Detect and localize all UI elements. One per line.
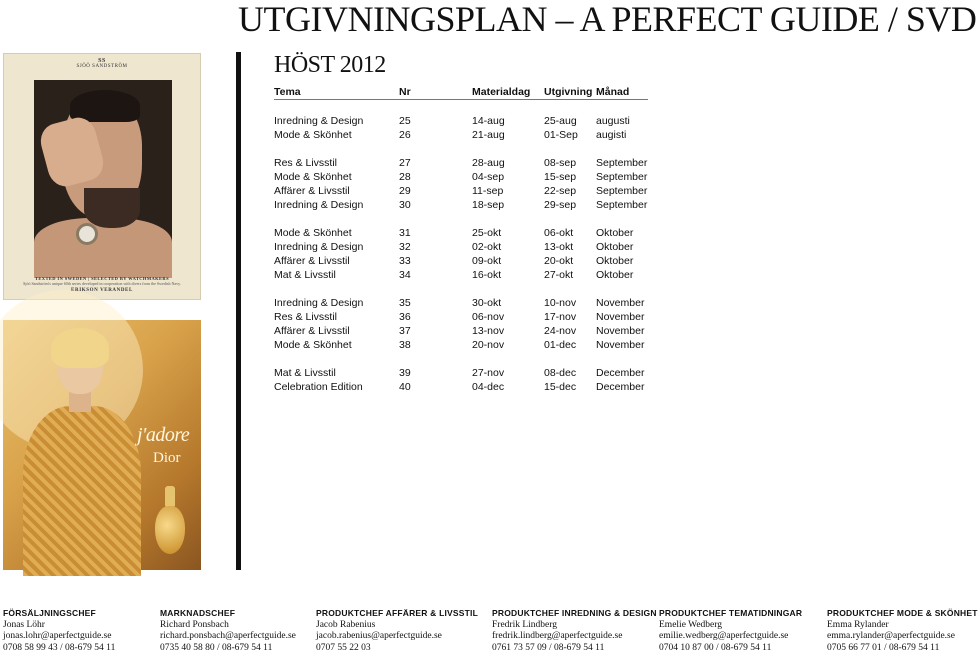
col-header-materialdag: Materialdag	[472, 86, 544, 100]
cell-nr: 40	[399, 380, 472, 394]
cell-utgivning: 22-sep	[544, 184, 596, 198]
cell-utgivning: 01-dec	[544, 338, 596, 352]
cell-materialdag: 25-okt	[472, 226, 544, 240]
cell-tema: Celebration Edition	[274, 380, 399, 394]
cell-tema: Res & Livsstil	[274, 156, 399, 170]
cell-materialdag: 21-aug	[472, 128, 544, 142]
cell-tema: Inredning & Design	[274, 296, 399, 310]
contact-name: Emelie Wedberg	[659, 620, 802, 632]
cell-manad: November	[596, 296, 648, 310]
perfume-brand: j'adore	[137, 424, 189, 447]
cell-nr: 26	[399, 128, 472, 142]
contact-email[interactable]: richard.ponsbach@aperfectguide.se	[160, 631, 296, 643]
table-row	[274, 338, 648, 352]
cell-materialdag: 20-nov	[472, 338, 544, 352]
cell-nr: 36	[399, 310, 472, 324]
col-header-tema: Tema	[274, 86, 399, 100]
contact-phone: 0735 40 58 80 / 08-679 54 11	[160, 643, 296, 654]
cell-tema: Inredning & Design	[274, 240, 399, 254]
cell-manad: augisti	[596, 128, 648, 142]
contact-name: Jonas Löhr	[3, 620, 115, 632]
cell-manad: September	[596, 170, 648, 184]
cell-manad: Oktober	[596, 240, 648, 254]
cell-manad: September	[596, 198, 648, 212]
perfume-bottle-icon	[155, 506, 185, 554]
contact-role: PRODUKTCHEF INREDNING & DESIGN	[492, 608, 657, 620]
schedule-table	[274, 86, 648, 394]
cell-nr: 31	[399, 226, 472, 240]
contact-phone: 0707 55 22 03	[316, 643, 478, 654]
contact-card	[492, 608, 657, 654]
cell-tema: Mat & Livsstil	[274, 268, 399, 282]
cell-utgivning: 06-okt	[544, 226, 596, 240]
contact-email[interactable]: jonas.lohr@aperfectguide.se	[3, 631, 115, 643]
vertical-divider	[236, 52, 241, 570]
schedule-header-row	[274, 86, 648, 100]
watch-ad-caption: TEXTED IN SWEDEN | SELECTED BY WATCHMAKERS Sjöö Sandström's unique 60th series developed in cooperation with divers from the Swedish Navy. ERIKSON VERANDEL	[18, 276, 186, 293]
contact-role: MARKNADSCHEF	[160, 608, 296, 620]
contact-role: FÖRSÄLJNINGSCHEF	[3, 608, 115, 620]
cell-manad: December	[596, 366, 648, 380]
cell-tema: Affärer & Livsstil	[274, 254, 399, 268]
contact-name: Richard Ponsbach	[160, 620, 296, 632]
cell-materialdag: 06-nov	[472, 310, 544, 324]
cell-utgivning: 25-aug	[544, 114, 596, 128]
contact-email[interactable]: emma.rylander@aperfectguide.se	[827, 631, 978, 643]
cell-materialdag: 30-okt	[472, 296, 544, 310]
cell-materialdag: 02-okt	[472, 240, 544, 254]
contact-card	[3, 608, 115, 654]
cell-manad: November	[596, 324, 648, 338]
cell-manad: Oktober	[596, 254, 648, 268]
cell-tema: Mat & Livsstil	[274, 366, 399, 380]
cell-utgivning: 27-okt	[544, 268, 596, 282]
contact-phone: 0705 66 77 01 / 08-679 54 11	[827, 643, 978, 654]
cell-nr: 35	[399, 296, 472, 310]
cell-utgivning: 29-sep	[544, 198, 596, 212]
cell-utgivning: 08-sep	[544, 156, 596, 170]
table-row	[274, 254, 648, 268]
contact-phone: 0704 10 87 00 / 08-679 54 11	[659, 643, 802, 654]
contact-email[interactable]: fredrik.lindberg@aperfectguide.se	[492, 631, 657, 643]
contact-card	[659, 608, 802, 654]
cell-materialdag: 04-dec	[472, 380, 544, 394]
perfume-advertisement	[3, 320, 201, 570]
season-heading: HÖST 2012	[274, 52, 386, 79]
contact-name: Jacob Rabenius	[316, 620, 478, 632]
contact-name: Fredrik Lindberg	[492, 620, 657, 632]
group-spacer	[274, 212, 648, 226]
cell-materialdag: 14-aug	[472, 114, 544, 128]
table-row	[274, 240, 648, 254]
col-header-utgivning: Utgivning	[544, 86, 596, 100]
cell-nr: 28	[399, 170, 472, 184]
cell-tema: Mode & Skönhet	[274, 338, 399, 352]
cell-utgivning: 15-dec	[544, 380, 596, 394]
page-title: UTGIVNINGSPLAN – A PERFECT GUIDE / SVD	[238, 0, 976, 40]
cell-manad: Oktober	[596, 226, 648, 240]
cell-utgivning: 01-Sep	[544, 128, 596, 142]
cell-tema: Affärer & Livsstil	[274, 184, 399, 198]
cell-materialdag: 28-aug	[472, 156, 544, 170]
cell-materialdag: 16-okt	[472, 268, 544, 282]
table-row	[274, 128, 648, 142]
cell-utgivning: 08-dec	[544, 366, 596, 380]
col-header-manad: Månad	[596, 86, 648, 100]
cell-materialdag: 13-nov	[472, 324, 544, 338]
contact-card	[160, 608, 296, 654]
col-header-nr: Nr	[399, 86, 472, 100]
group-spacer	[274, 100, 648, 114]
table-row	[274, 268, 648, 282]
group-spacer	[274, 142, 648, 156]
cell-manad: December	[596, 380, 648, 394]
group-spacer	[274, 282, 648, 296]
cell-nr: 34	[399, 268, 472, 282]
cell-materialdag: 11-sep	[472, 184, 544, 198]
table-row	[274, 198, 648, 212]
cell-tema: Mode & Skönhet	[274, 128, 399, 142]
cell-utgivning: 10-nov	[544, 296, 596, 310]
contact-phone: 0761 73 57 09 / 08-679 54 11	[492, 643, 657, 654]
cell-nr: 25	[399, 114, 472, 128]
contact-card	[827, 608, 978, 654]
cell-manad: November	[596, 338, 648, 352]
cell-nr: 37	[399, 324, 472, 338]
contact-email[interactable]: emilie.wedberg@aperfectguide.se	[659, 631, 802, 643]
table-row	[274, 114, 648, 128]
cell-tema: Mode & Skönhet	[274, 226, 399, 240]
cell-utgivning: 24-nov	[544, 324, 596, 338]
cell-tema: Inredning & Design	[274, 198, 399, 212]
contact-role: PRODUKTCHEF TEMATIDNINGAR	[659, 608, 802, 620]
cell-nr: 30	[399, 198, 472, 212]
watch-ad-logo: SS SJÖÖ SANDSTRÖM	[4, 58, 200, 69]
cell-nr: 39	[399, 366, 472, 380]
cell-manad: November	[596, 310, 648, 324]
cell-utgivning: 20-okt	[544, 254, 596, 268]
cell-manad: Oktober	[596, 268, 648, 282]
cell-manad: September	[596, 184, 648, 198]
table-row	[274, 296, 648, 310]
cell-utgivning: 13-okt	[544, 240, 596, 254]
cell-tema: Mode & Skönhet	[274, 170, 399, 184]
cell-materialdag: 04-sep	[472, 170, 544, 184]
cell-nr: 32	[399, 240, 472, 254]
cell-nr: 29	[399, 184, 472, 198]
table-row	[274, 310, 648, 324]
contact-phone: 0708 58 99 43 / 08-679 54 11	[3, 643, 115, 654]
table-row	[274, 170, 648, 184]
contact-name: Emma Rylander	[827, 620, 978, 632]
contact-card	[316, 608, 478, 654]
cell-manad: augusti	[596, 114, 648, 128]
watch-ad-photo	[34, 80, 172, 270]
contact-email[interactable]: jacob.rabenius@aperfectguide.se	[316, 631, 478, 643]
table-row	[274, 156, 648, 170]
contact-role: PRODUKTCHEF AFFÄRER & LIVSSTIL	[316, 608, 478, 620]
watch-advertisement	[3, 53, 201, 300]
cell-materialdag: 09-okt	[472, 254, 544, 268]
group-spacer	[274, 352, 648, 366]
cell-nr: 38	[399, 338, 472, 352]
cell-nr: 33	[399, 254, 472, 268]
cell-nr: 27	[399, 156, 472, 170]
cell-materialdag: 18-sep	[472, 198, 544, 212]
perfume-maker: Dior	[153, 450, 181, 467]
cell-tema: Affärer & Livsstil	[274, 324, 399, 338]
table-row	[274, 380, 648, 394]
cell-tema: Res & Livsstil	[274, 310, 399, 324]
table-row	[274, 184, 648, 198]
cell-utgivning: 17-nov	[544, 310, 596, 324]
table-row	[274, 324, 648, 338]
cell-utgivning: 15-sep	[544, 170, 596, 184]
cell-tema: Inredning & Design	[274, 114, 399, 128]
cell-materialdag: 27-nov	[472, 366, 544, 380]
table-row	[274, 226, 648, 240]
table-row	[274, 366, 648, 380]
cell-manad: September	[596, 156, 648, 170]
contact-role: PRODUKTCHEF MODE & SKÖNHET	[827, 608, 978, 620]
wristwatch-icon	[76, 223, 98, 245]
